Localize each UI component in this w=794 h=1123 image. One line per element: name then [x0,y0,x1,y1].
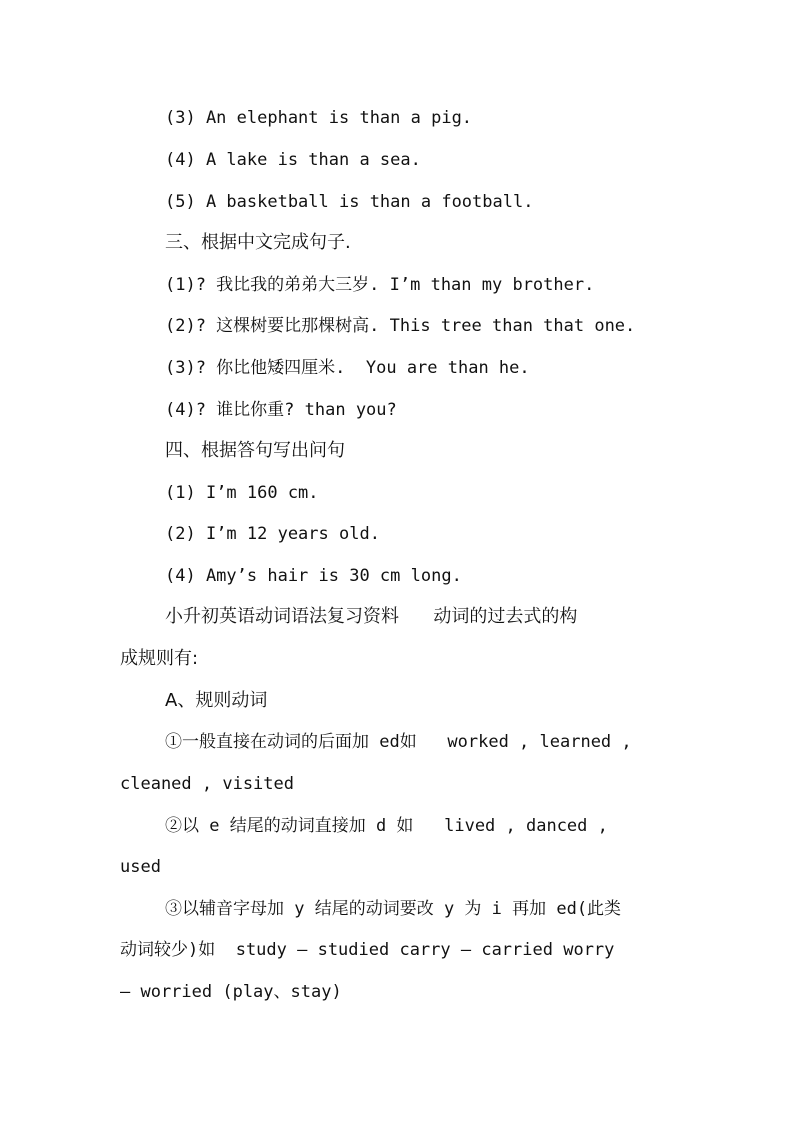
rule-3-examples: – worried (play、stay) [120,982,342,1002]
exercise-item-5: (5) A basketball is than a football. [165,192,534,212]
rule-1: ①一般直接在动词的后面加 ed如 worked , learned , [165,732,632,752]
answer-item-1: (1) I’m 160 cm. [165,483,319,503]
rule-1-continued: cleaned , visited [120,774,294,794]
exercise-item-3: (3) An elephant is than a pig. [165,108,473,128]
grammar-title-continued: 成规则有: [120,648,199,669]
section-heading-4: 四、根据答句写出问句 [165,440,345,461]
grammar-title: 小升初英语动词语法复习资料 动词的过去式的构 [165,606,578,627]
section-heading-3: 三、根据中文完成句子. [165,232,351,253]
rule-2: ②以 e 结尾的动词直接加 d 如 lived , danced , [165,816,608,836]
rule-3-continued: 动词较少)如 study – studied carry – carried worry [120,940,615,960]
rule-3: ③以辅音字母加 y 结尾的动词要改 y 为 i 再加 ed(此类 [165,899,622,919]
translation-item-2: (2)? 这棵树要比那棵树高. This tree than that one. [165,316,636,336]
answer-item-2: (2) I’m 12 years old. [165,524,380,544]
translation-item-4: (4)? 谁比你重? than you? [165,400,397,420]
answer-item-4: (4) Amy’s hair is 30 cm long. [165,566,462,586]
translation-item-1: (1)? 我比我的弟弟大三岁. I’m than my brother. [165,275,595,295]
regular-verbs-heading: A、规则动词 [165,690,268,711]
translation-item-3: (3)? 你比他矮四厘米. You are than he. [165,358,530,378]
rule-2-continued: used [120,857,161,877]
exercise-item-4: (4) A lake is than a sea. [165,150,421,170]
